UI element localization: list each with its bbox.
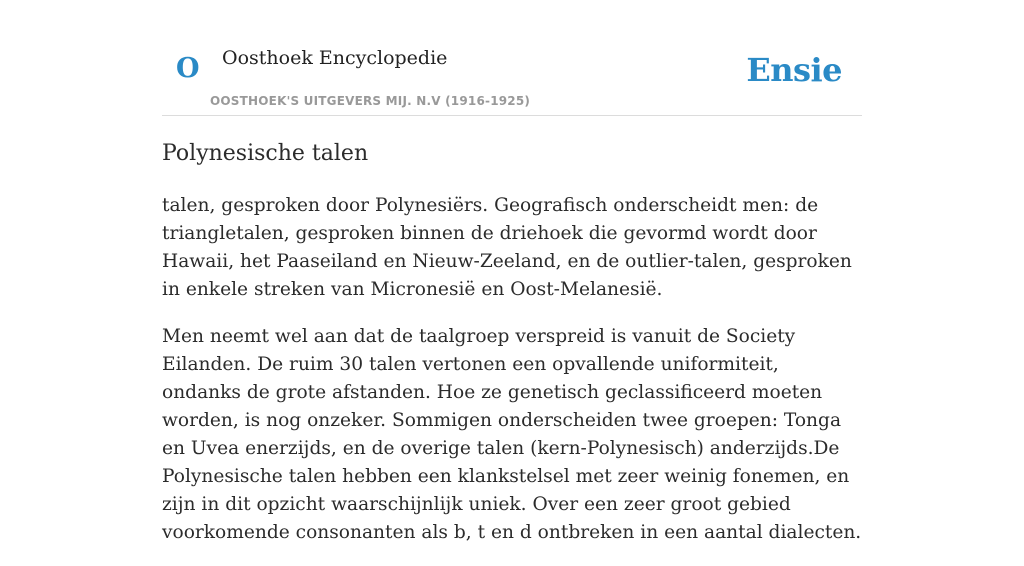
entry-paragraph: talen, gesproken door Polynesiërs. Geografisch onderscheidt men: de triangletalen, gesproken binnen de driehoek die gevormd wordt door Hawaii, het Paaseiland en Nieuw-Zeeland, en de outlier-talen, gesproken in enkele streken van Micronesië en Oost-Melanesië. [162, 195, 852, 300]
entry-header [162, 0, 862, 116]
source-subtitle: OOSTHOEK'S UITGEVERS MIJ. N.V (1916-1925) [210, 94, 531, 108]
ensie-logo-link[interactable]: Ensie [746, 51, 842, 89]
source-title[interactable]: Oosthoek Encyclopedie [222, 47, 448, 69]
source-logo[interactable]: O [176, 53, 200, 84]
page-container [162, 0, 862, 543]
entry-title: Polynesische talen [162, 141, 369, 166]
entry-body [162, 192, 862, 566]
entry-paragraph: Men neemt wel aan dat de taalgroep verspreid is vanuit de Society Eilanden. De ruim 30 talen vertonen een opvallende uniformiteit, ondanks de grote afstanden. Hoe ze genetisch geclassificeerd moeten worden, is nog onzeker. Sommigen onderscheiden twee groepen: Tonga en Uvea enerzijds, en de overige talen (kern-Polynesisch) anderzijds.De Polynesische talen hebben een klankstelsel met zeer weinig fonemen, en zijn in dit opzicht waarschijnlijk uniek. Over een zeer groot gebied voorkomende consonanten als b, t en d ontbreken in een aantal dialecten. [162, 326, 862, 543]
